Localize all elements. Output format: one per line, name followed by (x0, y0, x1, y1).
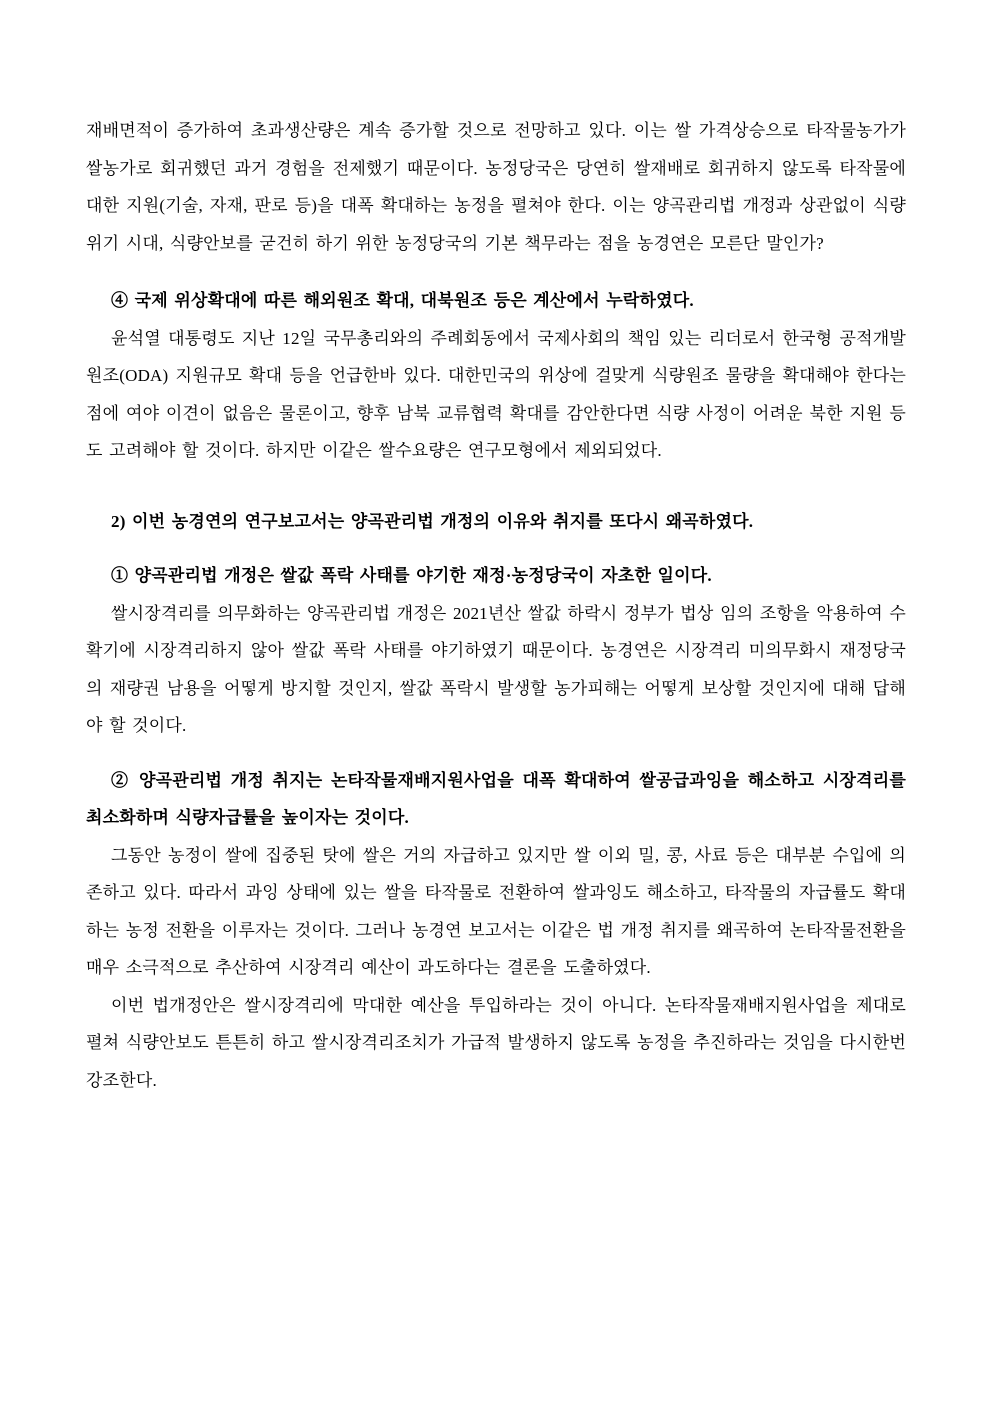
body-paragraph: 쌀시장격리를 의무화하는 양곡관리법 개정은 2021년산 쌀값 하락시 정부가 법상 임의 조항을 악용하여 수확기에 시장격리하지 않아 쌀값 폭락 사태를 야기하였기 때문이다. 농경연은 시장격리 미의무화시 재정당국의 재량권 남용을 어떻게 방지할 것인지, 쌀값 폭락시 발생할 농가피해는 어떻게 보상할 것인지에 대해 답해야 할 것이다. (86, 603, 906, 735)
body-paragraph: 이번 법개정안은 쌀시장격리에 막대한 예산을 투입하라는 것이 아니다. 논타작물재배지원사업을 제대로 펼쳐 식량안보도 튼튼히 하고 쌀시장격리조치가 가급적 발생하지 않도록 농정을 추진하라는 것임을 다시한번 강조한다. (86, 995, 906, 1090)
body-paragraph: 재배면적이 증가하여 초과생산량은 계속 증가할 것으로 전망하고 있다. 이는 쌀 가격상승으로 타작물농가가 쌀농가로 회귀했던 과거 경험을 전제했기 때문이다. 농정당국은 당연히 쌀재배로 회귀하지 않도록 타작물에 대한 지원(기술, 자재, 판로 등)을 대폭 확대하는 농정을 펼쳐야 한다. 이는 양곡관리법 개정과 상관없이 식량위기 시대, 식량안보를 굳건히 하기 위한 농정당국의 기본 책무라는 점을 농경연은 모른단 말인가? (86, 121, 906, 253)
section-heading: ① 양곡관리법 개정은 쌀값 폭락 사태를 야기한 재정·농정당국이 자초한 일이다. (111, 566, 712, 585)
section-heading: ② 양곡관리법 개정 취지는 논타작물재배지원사업을 대폭 확대하여 쌀공급과잉을 해소하고 시장격리를 최소화하며 식량자급률을 높이자는 것이다. (86, 770, 906, 827)
section-heading: 2) 이번 농경연의 연구보고서는 양곡관리법 개정의 이유와 취지를 또다시 왜곡하였다. (111, 511, 754, 531)
body-paragraph: 윤석열 대통령도 지난 12일 국무총리와의 주례회동에서 국제사회의 책임 있는 리더로서 한국형 공적개발원조(ODA) 지원규모 확대 등을 언급한바 있다. 대한민국의 위상에 걸맞게 식량원조 물량을 확대해야 한다는 점에 여야 이견이 없음은 물론이고, 향후 남북 교류협력 확대를 감안한다면 식량 사정이 어려운 북한 지원 등도 고려해야 할 것이다. 하지만 이같은 쌀수요량은 연구모형에서 제외되었다. (86, 328, 906, 460)
document-content (86, 112, 906, 1099)
section-heading: ④ 국제 위상확대에 따른 해외원조 확대, 대북원조 등은 계산에서 누락하였다. (111, 291, 694, 310)
body-paragraph: 그동안 농정이 쌀에 집중된 탓에 쌀은 거의 자급하고 있지만 쌀 이외 밀, 콩, 사료 등은 대부분 수입에 의존하고 있다. 따라서 과잉 상태에 있는 쌀을 타작물로 전환하여 쌀과잉도 해소하고, 타작물의 자급률도 확대하는 농정 전환을 이루자는 것이다. 그러나 농경연 보고서는 이같은 법 개정 취지를 왜곡하여 논타작물전환을 매우 소극적으로 추산하여 시장격리 예산이 과도하다는 결론을 도출하였다. (86, 845, 906, 977)
